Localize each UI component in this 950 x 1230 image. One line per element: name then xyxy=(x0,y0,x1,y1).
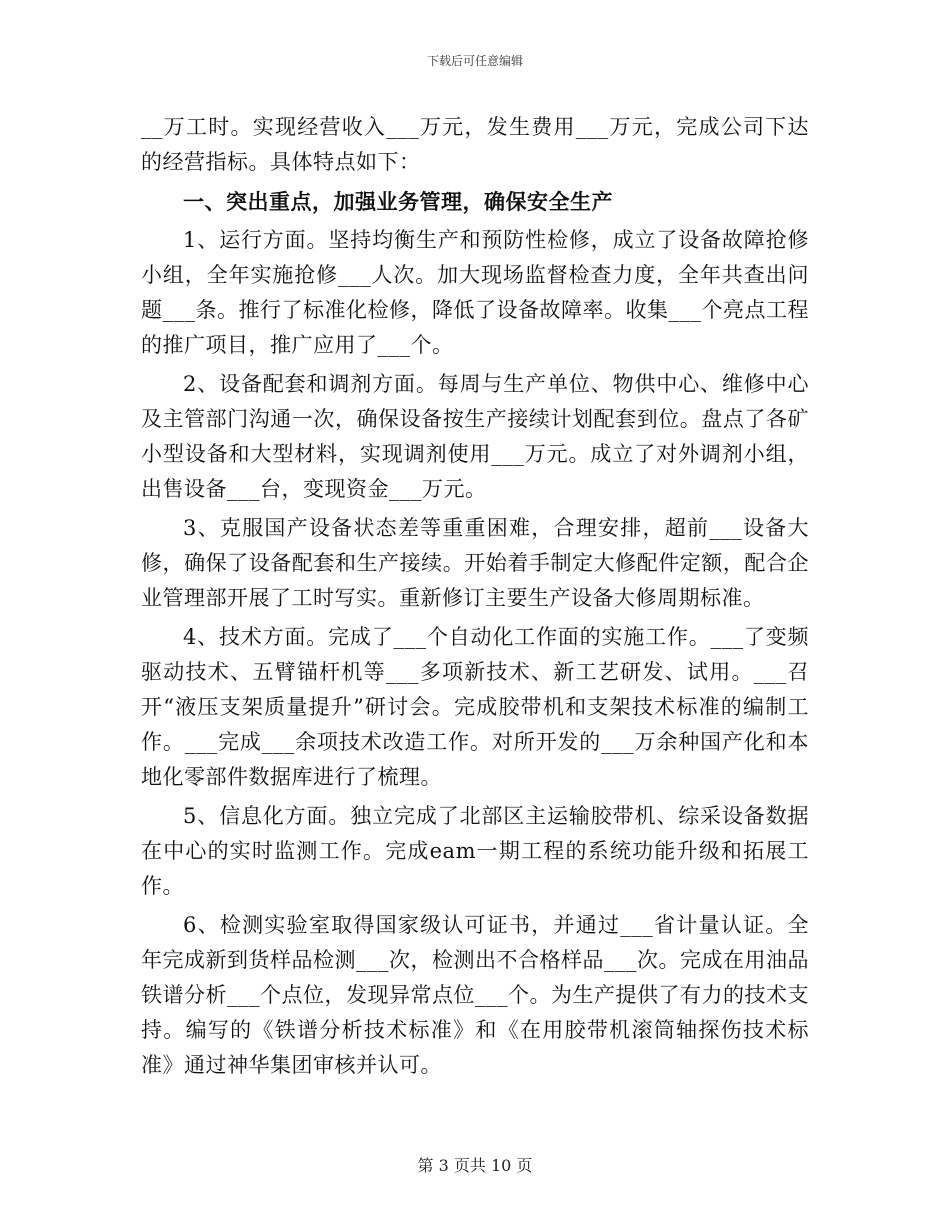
page-header: 下载后可任意编辑 xyxy=(426,54,523,68)
document-body xyxy=(141,110,809,1083)
paragraph-intro: __万工时。实现经营收入___万元，发生费用___万元，完成公司下达的经营指标。具体特点如下： xyxy=(141,115,809,174)
section-heading: 一、突出重点，加强业务管理，确保安全生产 xyxy=(183,189,613,214)
paragraph-overhaul: 3、克服国产设备状态差等重重困难，合理安排，超前___设备大修，确保了设备配套和生产接续。开始着手制定大修配件定额，配合企业管理部开展了工时写实。重新修订主要生产设备大修周期标准。 xyxy=(141,516,809,610)
paragraph-technology: 4、技术方面。完成了___个自动化工作面的实施工作。___了变频驱动技术、五臂锚杆机等___多项新技术、新工艺研发、试用。___召开“液压支架质量提升”研讨会。完成胶带机和支架技术标准的编制工作。___完成___余项技术改造工作。对所开发的___万余种国产化和本地化零部件数据库进行了梳理。 xyxy=(141,625,809,789)
page-footer: 第 3 页共 10 页 xyxy=(417,1156,533,1175)
paragraph-equipment-allocation: 2、设备配套和调剂方面。每周与生产单位、物供中心、维修中心及主管部门沟通一次，确保设备按生产接续计划配套到位。盘点了各矿小型设备和大型材料，实现调剂使用___万元。成立了对外调剂小组，出售设备___台，变现资金___万元。 xyxy=(141,372,809,501)
paragraph-operations: 1、运行方面。坚持均衡生产和预防性检修，成立了设备故障抢修小组，全年实施抢修___人次。加大现场监督检查力度，全年共查出问题___条。推行了标准化检修，降低了设备故障率。收集___个亮点工程的推广项目，推广应用了___个。 xyxy=(141,228,809,357)
paragraph-laboratory: 6、检测实验室取得国家级认可证书，并通过___省计量认证。全年完成新到货样品检测___次，检测出不合格样品___次。完成在用油品铁谱分析___个点位，发现异常点位___个。为生产提供了有力的技术支持。编写的《铁谱分析技术标准》和《在用胶带机滚筒轴探伤技术标准》通过神华集团审核并认可。 xyxy=(141,913,809,1077)
paragraph-informatization: 5、信息化方面。独立完成了北部区主运输胶带机、综采设备数据在中心的实时监测工作。完成eam一期工程的系统功能升级和拓展工作。 xyxy=(141,804,809,898)
